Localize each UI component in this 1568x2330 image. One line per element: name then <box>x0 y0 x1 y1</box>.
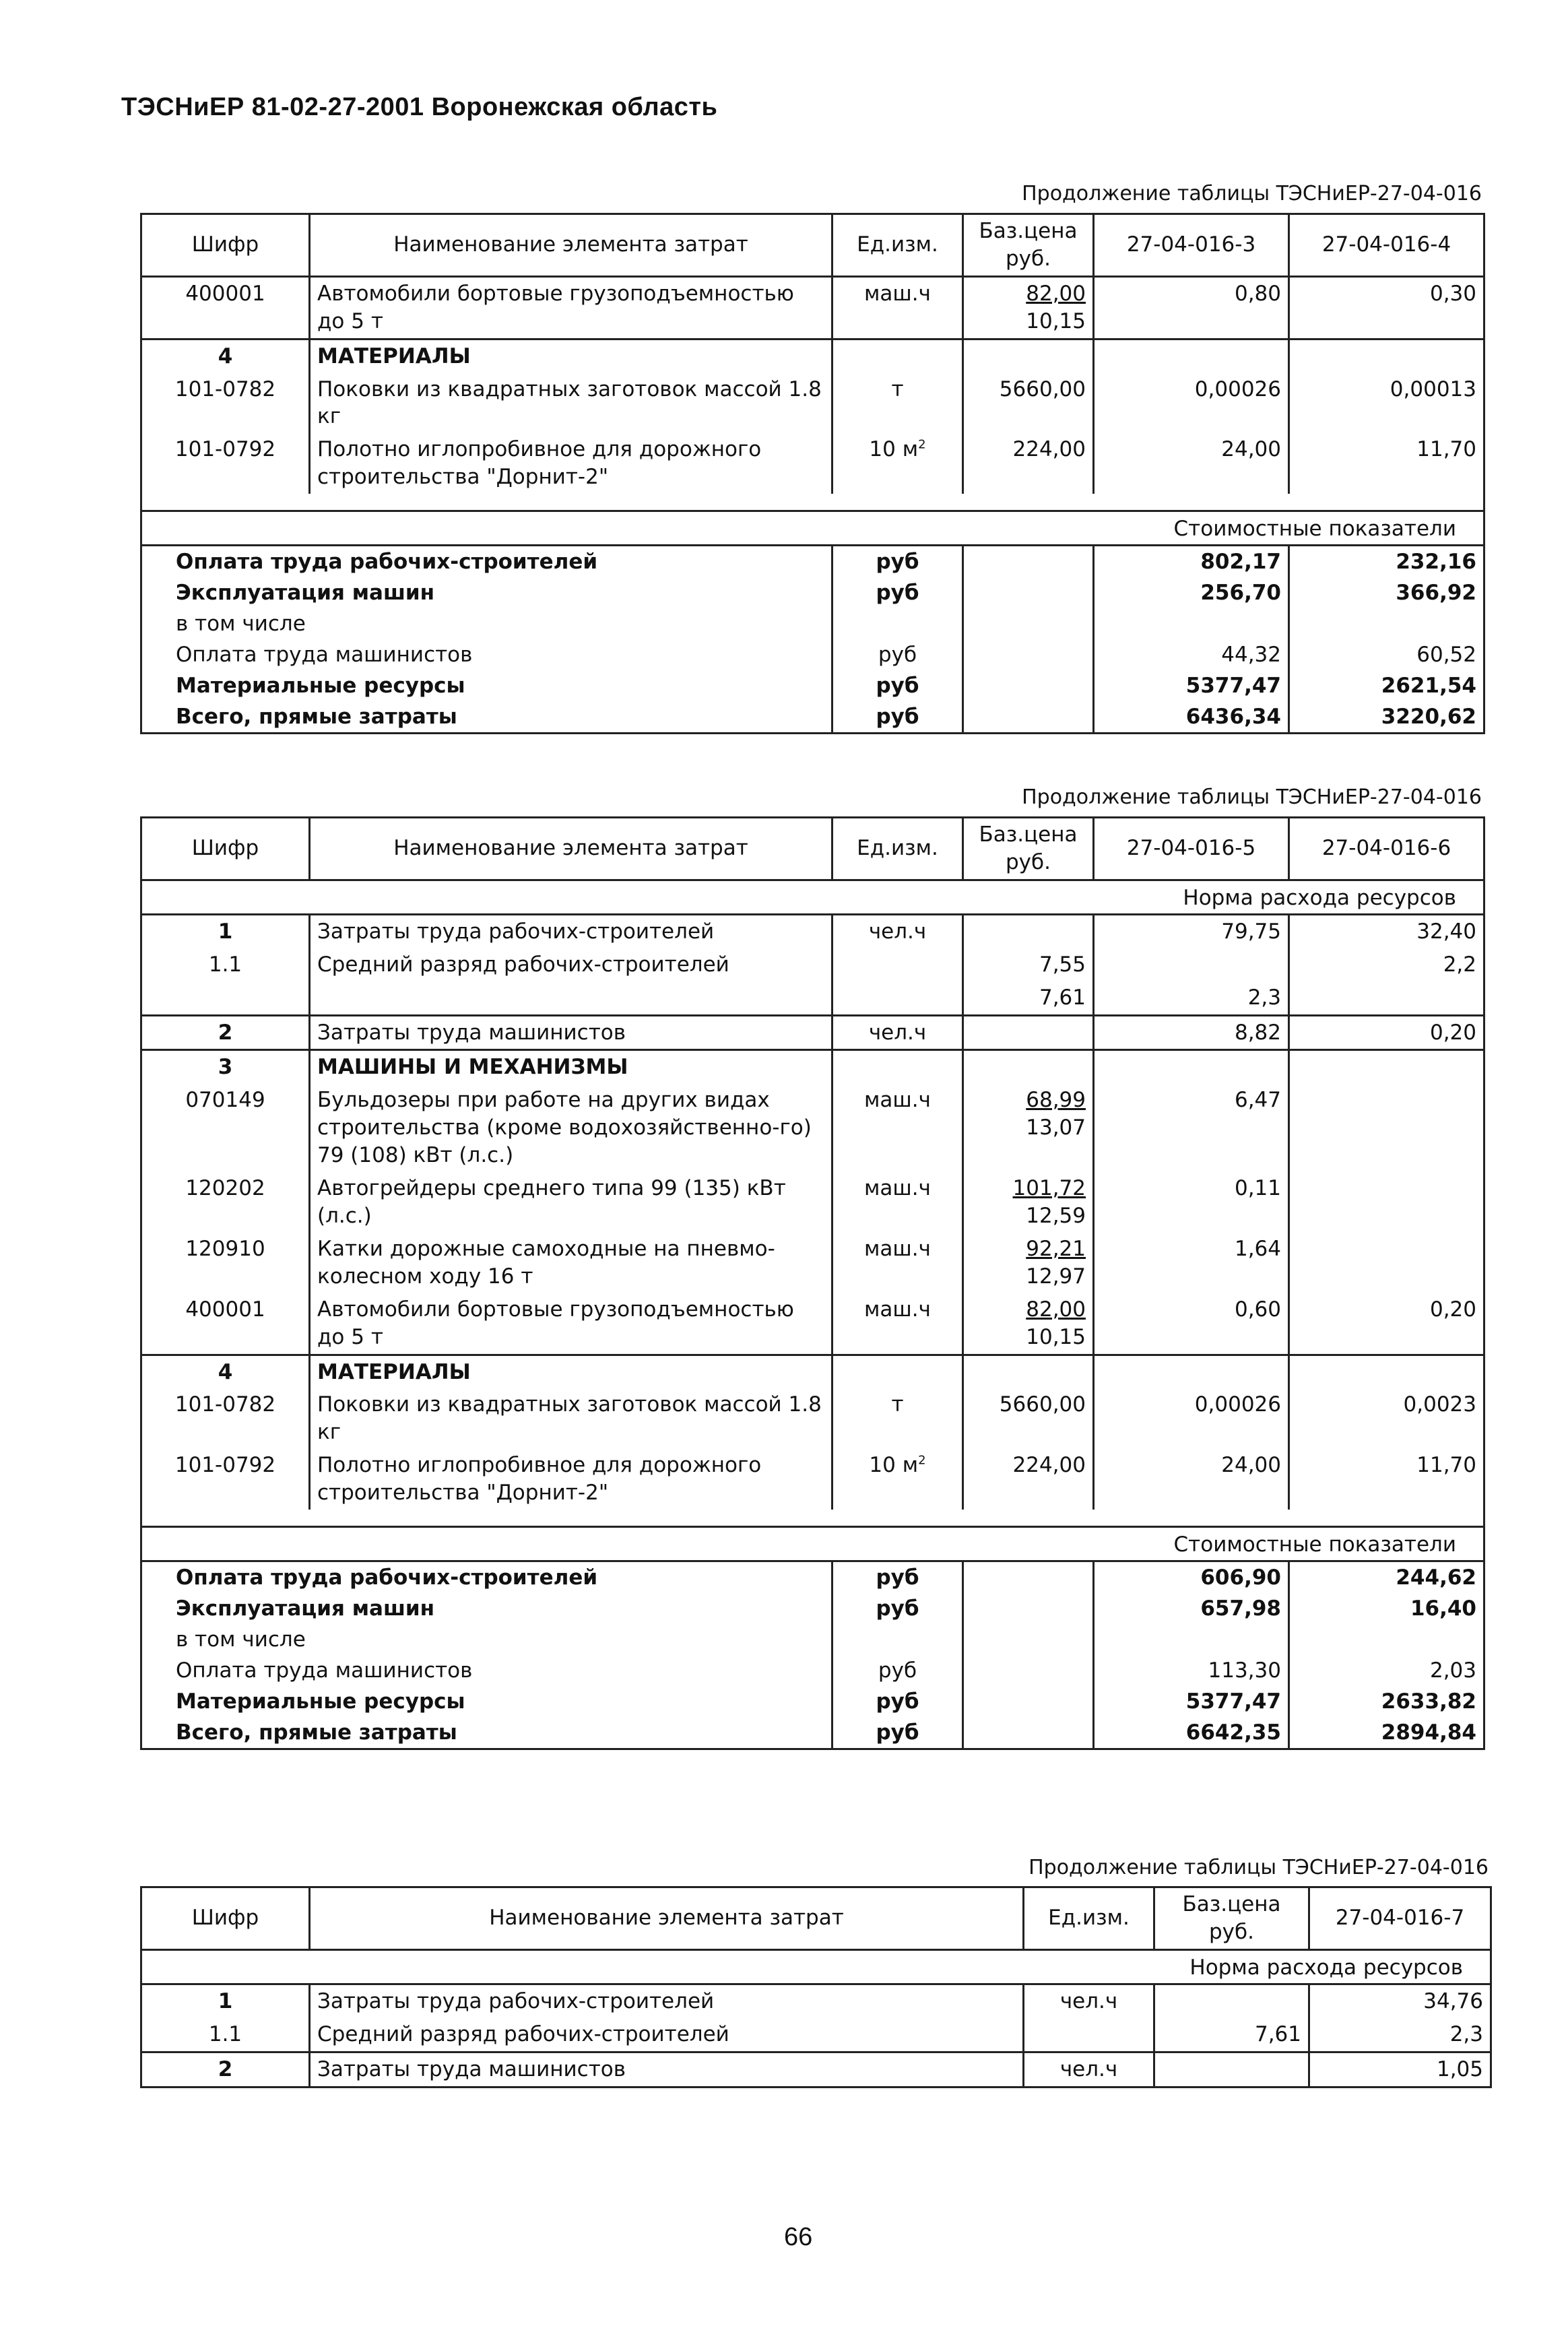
norm-value <box>1289 1233 1484 1293</box>
norm-banner-row <box>141 1949 1491 1984</box>
norm-value <box>1289 1172 1484 1233</box>
table-row <box>141 433 1484 494</box>
norm-value: 32,40 <box>1289 914 1484 948</box>
summary-label: Оплата труда рабочих-строителей <box>141 546 832 578</box>
norm-value: 79,75 <box>1094 914 1289 948</box>
resource-code: 070149 <box>141 1084 310 1172</box>
base-price <box>963 1084 1094 1172</box>
table1-body <box>141 214 1484 734</box>
base-price: 5660,00 <box>963 373 1094 434</box>
summary-empty <box>963 670 1094 701</box>
summary-value: 60,52 <box>1289 639 1484 670</box>
summary-row <box>141 577 1484 608</box>
summary-unit: руб <box>832 1686 963 1717</box>
table-row <box>141 373 1484 434</box>
summary-unit <box>832 1624 963 1655</box>
cost-banner: Стоимостные показатели <box>141 1527 1484 1561</box>
summary-value: 3220,62 <box>1289 701 1484 734</box>
resource-unit <box>832 1050 963 1084</box>
summary-empty <box>963 577 1094 608</box>
base-price-wage: 12,97 <box>1026 1264 1086 1289</box>
resource-unit: чел.ч <box>1024 1984 1154 2017</box>
resource-code: 1.1 <box>141 948 310 981</box>
base-price-total: 92,21 <box>1026 1236 1086 1261</box>
summary-value: 16,40 <box>1289 1593 1484 1624</box>
summary-empty <box>963 1624 1094 1655</box>
cost-banner-row <box>141 511 1484 546</box>
summary-row <box>141 1561 1484 1594</box>
table-row <box>141 1233 1484 1293</box>
column-header: 27-04-016-3 <box>1094 214 1289 277</box>
resource-name: Затраты труда рабочих-строителей <box>310 1984 1024 2017</box>
resource-name: Поковки из квадратных заготовок массой 1.8 кг <box>310 373 832 434</box>
norm-value: 0,11 <box>1094 1172 1289 1233</box>
resource-code: 1 <box>141 1984 310 2017</box>
summary-row <box>141 1717 1484 1749</box>
summary-label: Всего, прямые затраты <box>141 1717 832 1749</box>
base-price <box>963 914 1094 948</box>
summary-empty <box>963 608 1094 639</box>
resource-unit: т <box>832 1388 963 1449</box>
summary-value: 5377,47 <box>1094 1686 1289 1717</box>
norm-value: 0,20 <box>1289 1293 1484 1355</box>
base-price <box>1154 2052 1309 2087</box>
resource-code: 101-0782 <box>141 1388 310 1449</box>
resource-code: 4 <box>141 1355 310 1388</box>
norm-value: 24,00 <box>1094 433 1289 494</box>
column-header: Шифр <box>141 818 310 880</box>
resource-name: МАТЕРИАЛЫ <box>310 339 832 373</box>
summary-unit: руб <box>832 546 963 578</box>
resource-unit: маш.ч <box>832 1084 963 1172</box>
table-row <box>141 276 1484 339</box>
column-header: Шифр <box>141 1887 310 1950</box>
summary-value: 244,62 <box>1289 1561 1484 1594</box>
norm-banner: Норма расхода ресурсов <box>141 880 1484 914</box>
resource-unit: чел.ч <box>832 914 963 948</box>
table-row <box>141 1050 1484 1084</box>
base-price-total: 82,00 <box>1026 281 1086 306</box>
summary-empty <box>963 546 1094 578</box>
resource-code: 2 <box>141 1015 310 1050</box>
resource-code: 2 <box>141 2052 310 2087</box>
cost-banner: Стоимостные показатели <box>141 511 1484 546</box>
column-header: Ед.изм. <box>1024 1887 1154 1950</box>
resource-name: Бульдозеры при работе на других видах строительства (кроме водохозяйственно-го) 79 (108) кВт (л.с.) <box>310 1084 832 1172</box>
table3-caption: Продолжение таблицы ТЭСНиЕР-27-04-016 <box>1028 1856 1489 1879</box>
table-row <box>141 2018 1491 2052</box>
norm-value: 2,3 <box>1094 981 1289 1015</box>
cost-banner-row <box>141 1527 1484 1561</box>
table2-body <box>141 818 1484 1749</box>
norm-banner: Норма расхода ресурсов <box>141 1949 1491 1984</box>
norm-value: 2,3 <box>1309 2018 1491 2052</box>
summary-value <box>1094 608 1289 639</box>
summary-label: Оплата труда машинистов <box>141 639 832 670</box>
summary-empty <box>963 1593 1094 1624</box>
summary-label: в том числе <box>141 1624 832 1655</box>
base-price <box>963 1355 1094 1388</box>
summary-empty <box>963 1655 1094 1686</box>
table-row <box>141 1172 1484 1233</box>
resource-table-3 <box>140 1886 1492 2088</box>
norm-value: 24,00 <box>1094 1449 1289 1510</box>
summary-value: 2621,54 <box>1289 670 1484 701</box>
norm-value <box>1094 948 1289 981</box>
summary-label: Всего, прямые затраты <box>141 701 832 734</box>
base-price <box>963 1015 1094 1050</box>
summary-value: 113,30 <box>1094 1655 1289 1686</box>
table-row <box>141 1015 1484 1050</box>
resource-unit: маш.ч <box>832 1233 963 1293</box>
norm-value: 0,60 <box>1094 1293 1289 1355</box>
resource-code: 1.1 <box>141 2018 310 2052</box>
resource-name: Полотно иглопробивное для дорожного строительства "Дорнит-2" <box>310 1449 832 1510</box>
summary-row <box>141 1655 1484 1686</box>
resource-name: Катки дорожные самоходные на пневмо-колесном ходу 16 т <box>310 1233 832 1293</box>
resource-name: Поковки из квадратных заготовок массой 1.8 кг <box>310 1388 832 1449</box>
table-row <box>141 339 1484 373</box>
resource-code: 400001 <box>141 1293 310 1355</box>
column-header: Баз.цена руб. <box>963 214 1094 277</box>
norm-value: 0,00013 <box>1289 373 1484 434</box>
summary-label: Материальные ресурсы <box>141 670 832 701</box>
summary-value: 2633,82 <box>1289 1686 1484 1717</box>
summary-value: 2894,84 <box>1289 1717 1484 1749</box>
resource-code: 4 <box>141 339 310 373</box>
table-row <box>141 1355 1484 1388</box>
base-price: 7,61 <box>1154 2018 1309 2052</box>
resource-code <box>141 981 310 1015</box>
table1-caption: Продолжение таблицы ТЭСНиЕР-27-04-016 <box>1022 182 1482 205</box>
resource-code: 101-0792 <box>141 1449 310 1510</box>
resource-unit <box>832 948 963 981</box>
column-header: 27-04-016-7 <box>1309 1887 1491 1950</box>
resource-name: Затраты труда машинистов <box>310 2052 1024 2087</box>
resource-unit: чел.ч <box>832 1015 963 1050</box>
base-price-total: 82,00 <box>1026 1297 1086 1322</box>
table-header-row <box>141 214 1484 277</box>
base-price-total: 101,72 <box>1012 1176 1086 1201</box>
summary-unit: руб <box>832 701 963 734</box>
resource-name <box>310 981 832 1015</box>
resource-unit: маш.ч <box>832 276 963 339</box>
resource-unit: маш.ч <box>832 1172 963 1233</box>
base-price <box>963 1233 1094 1293</box>
base-price <box>963 276 1094 339</box>
column-header: Баз.цена руб. <box>963 818 1094 880</box>
resource-unit: 10 $м^2$ <box>832 1449 963 1510</box>
column-header: Наименование элемента затрат <box>310 818 832 880</box>
base-price <box>963 1293 1094 1355</box>
base-price: 224,00 <box>963 1449 1094 1510</box>
spacer-row <box>141 1510 1484 1527</box>
norm-value <box>1289 1050 1484 1084</box>
table-header-row <box>141 1887 1491 1950</box>
resource-unit: чел.ч <box>1024 2052 1154 2087</box>
summary-row <box>141 639 1484 670</box>
summary-unit: руб <box>832 1717 963 1749</box>
resource-code: 400001 <box>141 276 310 339</box>
resource-name: Автогрейдеры среднего типа 99 (135) кВт (л.с.) <box>310 1172 832 1233</box>
base-price: 7,55 <box>963 948 1094 981</box>
table-row <box>141 2052 1491 2087</box>
summary-row <box>141 608 1484 639</box>
summary-label: Эксплуатация машин <box>141 577 832 608</box>
resource-table-1 <box>140 213 1485 734</box>
spacer-row <box>141 494 1484 511</box>
norm-value: 11,70 <box>1289 1449 1484 1510</box>
summary-value: 5377,47 <box>1094 670 1289 701</box>
table-row <box>141 914 1484 948</box>
summary-empty <box>963 639 1094 670</box>
column-header: 27-04-016-4 <box>1289 214 1484 277</box>
norm-value: 1,05 <box>1309 2052 1491 2087</box>
norm-value <box>1094 1050 1289 1084</box>
resource-code: 120202 <box>141 1172 310 1233</box>
page-number: 66 <box>784 2223 813 2251</box>
norm-value <box>1094 339 1289 373</box>
table-row <box>141 1984 1491 2017</box>
summary-label: в том числе <box>141 608 832 639</box>
column-header: 27-04-016-6 <box>1289 818 1484 880</box>
base-price: 7,61 <box>963 981 1094 1015</box>
base-price-total: 68,99 <box>1026 1088 1086 1113</box>
document-title: ТЭСНиЕР 81-02-27-2001 Воронежская область <box>121 93 718 121</box>
column-header: Ед.изм. <box>832 818 963 880</box>
summary-label: Оплата труда машинистов <box>141 1655 832 1686</box>
resource-name: Средний разряд рабочих-строителей <box>310 2018 1024 2052</box>
resource-unit <box>832 981 963 1015</box>
norm-value <box>1289 1355 1484 1388</box>
column-header: Баз.цена руб. <box>1154 1887 1309 1950</box>
resource-name: Затраты труда машинистов <box>310 1015 832 1050</box>
table-row <box>141 1293 1484 1355</box>
summary-label: Эксплуатация машин <box>141 1593 832 1624</box>
norm-value <box>1289 981 1484 1015</box>
resource-name: Полотно иглопробивное для дорожного строительства "Дорнит-2" <box>310 433 832 494</box>
summary-row <box>141 670 1484 701</box>
summary-empty <box>963 701 1094 734</box>
column-header: Наименование элемента затрат <box>310 1887 1024 1950</box>
spacer <box>141 494 1484 511</box>
summary-label: Оплата труда рабочих-строителей <box>141 1561 832 1594</box>
summary-row <box>141 1686 1484 1717</box>
summary-empty <box>963 1717 1094 1749</box>
summary-value <box>1094 1624 1289 1655</box>
base-price-wage: 12,59 <box>1026 1203 1086 1228</box>
norm-value: 2,2 <box>1289 948 1484 981</box>
base-price-wage: 10,15 <box>1026 309 1086 333</box>
resource-code: 101-0782 <box>141 373 310 434</box>
norm-value <box>1094 1355 1289 1388</box>
summary-unit: руб <box>832 1593 963 1624</box>
summary-value <box>1289 1624 1484 1655</box>
table-row <box>141 1084 1484 1172</box>
summary-unit: руб <box>832 1561 963 1594</box>
summary-row <box>141 701 1484 734</box>
resource-unit: 10 $м^2$ <box>832 433 963 494</box>
norm-banner-row <box>141 880 1484 914</box>
base-price <box>963 339 1094 373</box>
summary-row <box>141 1624 1484 1655</box>
table3-body <box>141 1887 1491 2088</box>
resource-code: 120910 <box>141 1233 310 1293</box>
summary-unit: руб <box>832 577 963 608</box>
norm-value: 0,0023 <box>1289 1388 1484 1449</box>
summary-value: 606,90 <box>1094 1561 1289 1594</box>
resource-code: 101-0792 <box>141 433 310 494</box>
resource-code: 3 <box>141 1050 310 1084</box>
column-header: Шифр <box>141 214 310 277</box>
summary-empty <box>963 1561 1094 1594</box>
base-price-wage: 10,15 <box>1026 1324 1086 1349</box>
column-header: 27-04-016-5 <box>1094 818 1289 880</box>
summary-value: 6642,35 <box>1094 1717 1289 1749</box>
resource-name: Затраты труда рабочих-строителей <box>310 914 832 948</box>
norm-value <box>1289 339 1484 373</box>
norm-value: 0,20 <box>1289 1015 1484 1050</box>
resource-name: Автомобили бортовые грузоподъемностью до 5 т <box>310 1293 832 1355</box>
table-row <box>141 948 1484 981</box>
norm-value: 11,70 <box>1289 433 1484 494</box>
summary-value <box>1289 608 1484 639</box>
norm-value: 6,47 <box>1094 1084 1289 1172</box>
table-row <box>141 1449 1484 1510</box>
norm-value: 1,64 <box>1094 1233 1289 1293</box>
resource-unit <box>832 339 963 373</box>
summary-value: 44,32 <box>1094 639 1289 670</box>
base-price <box>963 1172 1094 1233</box>
summary-row <box>141 1593 1484 1624</box>
resource-name: Средний разряд рабочих-строителей <box>310 948 832 981</box>
resource-name: МАШИНЫ И МЕХАНИЗМЫ <box>310 1050 832 1084</box>
summary-value: 232,16 <box>1289 546 1484 578</box>
resource-unit <box>1024 2018 1154 2052</box>
resource-unit: маш.ч <box>832 1293 963 1355</box>
column-header: Наименование элемента затрат <box>310 214 832 277</box>
table-header-row <box>141 818 1484 880</box>
summary-unit: руб <box>832 1655 963 1686</box>
summary-unit: руб <box>832 670 963 701</box>
table-row <box>141 1388 1484 1449</box>
summary-unit: руб <box>832 639 963 670</box>
resource-name: МАТЕРИАЛЫ <box>310 1355 832 1388</box>
norm-value <box>1289 1084 1484 1172</box>
summary-value: 256,70 <box>1094 577 1289 608</box>
norm-value: 34,76 <box>1309 1984 1491 2017</box>
resource-table-2 <box>140 816 1485 1750</box>
summary-label: Материальные ресурсы <box>141 1686 832 1717</box>
norm-value: 0,80 <box>1094 276 1289 339</box>
summary-value: 2,03 <box>1289 1655 1484 1686</box>
base-price <box>1154 1984 1309 2017</box>
table-row <box>141 981 1484 1015</box>
summary-row <box>141 546 1484 578</box>
resource-name: Автомобили бортовые грузоподъемностью до 5 т <box>310 276 832 339</box>
resource-unit: т <box>832 373 963 434</box>
norm-value: 0,30 <box>1289 276 1484 339</box>
summary-value: 6436,34 <box>1094 701 1289 734</box>
norm-value: 8,82 <box>1094 1015 1289 1050</box>
table2-caption: Продолжение таблицы ТЭСНиЕР-27-04-016 <box>1022 785 1482 809</box>
summary-value: 657,98 <box>1094 1593 1289 1624</box>
norm-value: 0,00026 <box>1094 373 1289 434</box>
base-price <box>963 1050 1094 1084</box>
norm-value: 0,00026 <box>1094 1388 1289 1449</box>
spacer <box>141 1510 1484 1527</box>
resource-unit <box>832 1355 963 1388</box>
base-price: 224,00 <box>963 433 1094 494</box>
column-header: Ед.изм. <box>832 214 963 277</box>
summary-value: 366,92 <box>1289 577 1484 608</box>
summary-empty <box>963 1686 1094 1717</box>
resource-code: 1 <box>141 914 310 948</box>
summary-unit <box>832 608 963 639</box>
base-price-wage: 13,07 <box>1026 1115 1086 1140</box>
base-price: 5660,00 <box>963 1388 1094 1449</box>
summary-value: 802,17 <box>1094 546 1289 578</box>
